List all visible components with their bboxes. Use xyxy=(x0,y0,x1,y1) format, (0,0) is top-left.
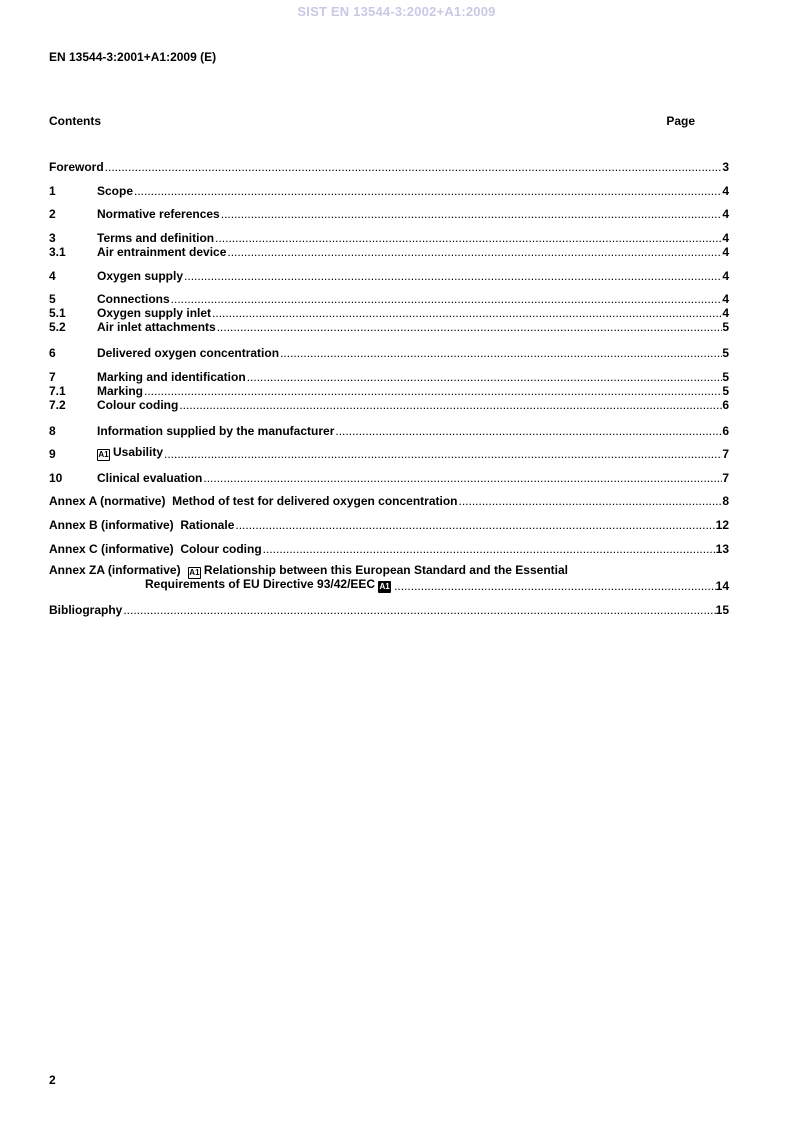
toc-number: 3 xyxy=(49,231,56,245)
toc-leader xyxy=(235,518,715,532)
toc-leader xyxy=(263,542,716,556)
toc-title: Delivered oxygen concentration xyxy=(97,346,280,360)
toc-page: 15 xyxy=(715,603,729,617)
contents-label: Contents xyxy=(49,114,101,128)
toc-entry-annex-a[interactable] xyxy=(49,494,729,508)
toc-leader xyxy=(221,207,723,221)
toc-leader xyxy=(215,231,722,245)
toc-leader xyxy=(212,306,722,320)
toc-leader xyxy=(184,269,722,283)
toc-number: 5 xyxy=(49,292,56,306)
toc-leader xyxy=(280,346,722,360)
toc-entry-oxygen-supply[interactable] xyxy=(49,269,729,283)
toc-title: Scope xyxy=(97,184,134,198)
toc-title-continuation: Relationship between this European Standard and the Essential xyxy=(203,563,568,577)
toc-title: Marking xyxy=(97,384,144,398)
toc-title: Air inlet attachments xyxy=(97,320,216,334)
toc-entry-foreword[interactable] xyxy=(49,160,729,174)
toc-leader xyxy=(123,603,715,617)
toc-entry-connections[interactable] xyxy=(49,292,729,306)
toc-page: 3 xyxy=(722,160,729,174)
toc-leader xyxy=(144,384,722,398)
toc-leader xyxy=(134,184,722,198)
toc-number: 5.2 xyxy=(49,320,66,334)
toc-title xyxy=(49,577,393,593)
toc-entry-terms-and-definition[interactable] xyxy=(49,231,729,245)
toc-leader xyxy=(179,398,722,412)
toc-leader xyxy=(203,471,722,485)
toc-leader xyxy=(164,447,722,461)
toc-page: 8 xyxy=(722,494,729,508)
toc-page: 5 xyxy=(722,370,729,384)
toc-entry-oxygen-supply-inlet[interactable] xyxy=(49,306,729,320)
toc-entry-scope[interactable] xyxy=(49,184,729,198)
toc-page: 4 xyxy=(722,269,729,283)
toc-number: 10 xyxy=(49,471,63,485)
toc-title: Bibliography xyxy=(49,603,123,617)
toc-title: Annex B (informative) Rationale xyxy=(49,518,235,532)
toc-entry-annex-c[interactable] xyxy=(49,542,729,556)
toc-page: 5 xyxy=(722,384,729,398)
toc-page: 4 xyxy=(722,306,729,320)
toc-entry-information-supplied[interactable] xyxy=(49,424,729,438)
toc-title-text: Usability xyxy=(113,445,164,459)
toc-title: Clinical evaluation xyxy=(97,471,203,485)
page-column-label: Page xyxy=(666,114,695,128)
toc-title: Air entrainment device xyxy=(97,245,227,259)
toc-entry-annex-b[interactable] xyxy=(49,518,729,532)
toc-leader xyxy=(105,160,723,174)
toc-page: 4 xyxy=(722,292,729,306)
toc-leader xyxy=(247,370,723,384)
page-number: 2 xyxy=(49,1073,56,1087)
toc-title: Annex A (normative) Method of test for delivered oxygen concentration xyxy=(49,494,458,508)
toc-page: 4 xyxy=(722,231,729,245)
toc-leader xyxy=(459,494,723,508)
toc-leader xyxy=(335,424,722,438)
toc-number: 1 xyxy=(49,184,56,198)
toc-page: 4 xyxy=(722,207,729,221)
toc-leader xyxy=(394,579,716,593)
toc-page: 6 xyxy=(722,398,729,412)
amendment-start-icon: A1 xyxy=(98,450,109,459)
toc-title-text: Annex ZA (informative) xyxy=(49,563,181,577)
toc-entry-marking[interactable] xyxy=(49,384,729,398)
toc-page: 4 xyxy=(722,184,729,198)
toc-number: 7.1 xyxy=(49,384,66,398)
toc-number: 9 xyxy=(49,447,56,461)
toc-leader xyxy=(171,292,723,306)
toc-leader xyxy=(217,320,723,334)
toc-number: 2 xyxy=(49,207,56,221)
toc-title: Oxygen supply inlet xyxy=(97,306,212,320)
toc-page: 6 xyxy=(722,424,729,438)
toc-entry-marking-and-identification[interactable] xyxy=(49,370,729,384)
toc-page: 5 xyxy=(722,346,729,360)
toc-leader xyxy=(227,245,722,259)
document-id: EN 13544-3:2001+A1:2009 (E) xyxy=(49,50,217,64)
toc-page: 13 xyxy=(715,542,729,556)
toc-title: Terms and definition xyxy=(97,231,215,245)
toc-title xyxy=(97,445,163,461)
toc-entry-normative-references[interactable] xyxy=(49,207,729,221)
toc-title: Foreword xyxy=(49,160,104,174)
toc-title: Marking and identification xyxy=(97,370,246,384)
toc-number: 7 xyxy=(49,370,56,384)
toc-number: 5.1 xyxy=(49,306,66,320)
toc-page: 5 xyxy=(722,320,729,334)
amendment-end-icon: A1 xyxy=(379,582,390,591)
toc-number: 4 xyxy=(49,269,56,283)
toc-number: 8 xyxy=(49,424,56,438)
toc-page: 4 xyxy=(722,245,729,259)
toc-number: 7.2 xyxy=(49,398,66,412)
toc-entry-annex-za-line2[interactable] xyxy=(49,579,729,593)
toc-entry-bibliography[interactable] xyxy=(49,603,729,617)
toc-entry-clinical-evaluation[interactable] xyxy=(49,471,729,485)
amendment-start-icon: A1 xyxy=(189,568,200,577)
toc-page: 7 xyxy=(722,447,729,461)
toc-title: Colour coding xyxy=(97,398,179,412)
contents-header xyxy=(49,114,695,128)
toc-page: 14 xyxy=(715,579,729,593)
toc-entry-usability[interactable] xyxy=(49,447,729,461)
toc-entry-air-inlet-attachments[interactable] xyxy=(49,320,729,334)
toc-title: Information supplied by the manufacturer xyxy=(97,424,335,438)
toc-entry-colour-coding[interactable] xyxy=(49,398,729,412)
toc-title: Oxygen supply xyxy=(97,269,184,283)
toc-page: 7 xyxy=(722,471,729,485)
toc-number: 6 xyxy=(49,346,56,360)
toc-title: Annex C (informative) Colour coding xyxy=(49,542,262,556)
toc-title: Normative references xyxy=(97,207,220,221)
toc-entry-delivered-oxygen-concentration[interactable] xyxy=(49,346,729,360)
toc-entry-air-entrainment-device[interactable] xyxy=(49,245,729,259)
toc-title: Connections xyxy=(97,292,170,306)
toc-title-text: Requirements of EU Directive 93/42/EEC xyxy=(145,577,376,591)
toc-page: 12 xyxy=(715,518,729,532)
watermark: SIST EN 13544-3:2002+A1:2009 xyxy=(297,4,496,19)
toc-number: 3.1 xyxy=(49,245,66,259)
